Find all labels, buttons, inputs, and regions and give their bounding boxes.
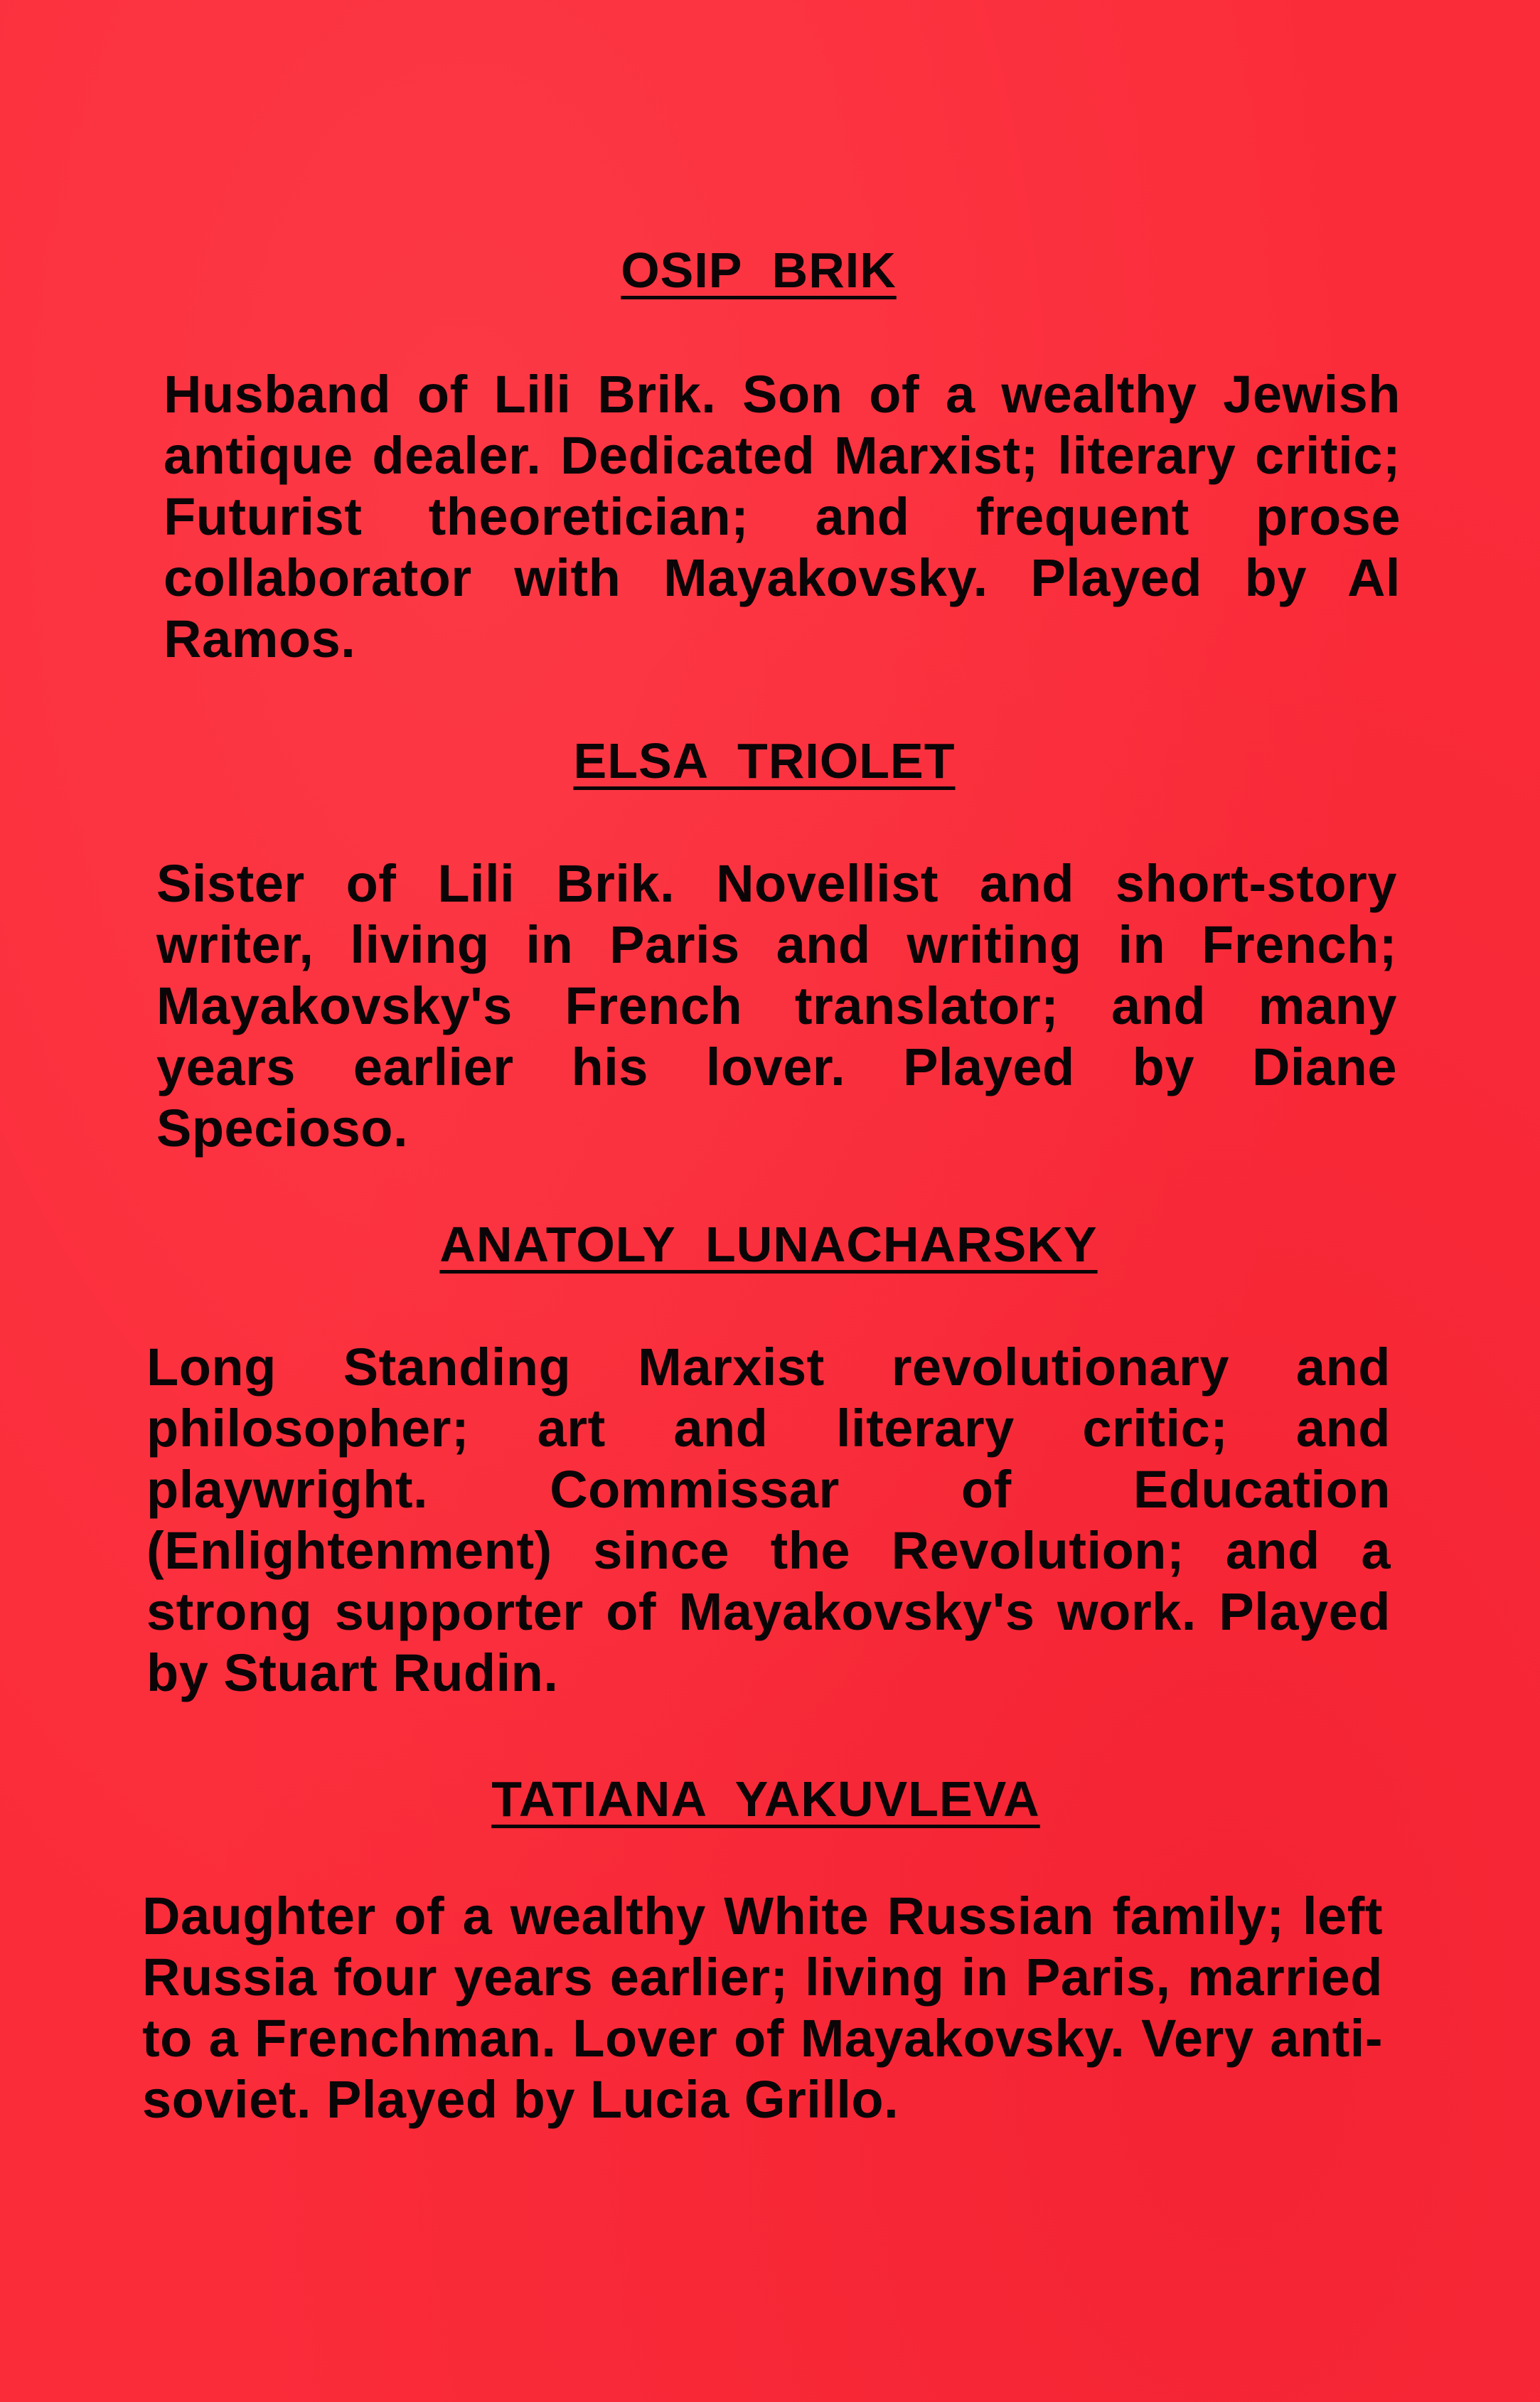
character-name-text: OSIP BRIK [621, 242, 897, 298]
character-name-text: ELSA TRIOLET [573, 733, 956, 789]
character-name [0, 1771, 1536, 1827]
character-description: Long Standing Marxist revolutionary and philosopher; art and literary critic; and playwright. Commissar of Education (Enlightenment) since the Revolution; and a strong supporter of Mayakovsky's work. Played by Stuart Rudin. [146, 1338, 1391, 1702]
character-description: Daughter of a wealthy White Russian family; left Russia four years earlier; living in Paris, married to a Frenchman. Lover of Mayakovsky. Very anti-soviet. Played by Lucia Grillo. [142, 1886, 1383, 2129]
character-name [0, 242, 1529, 299]
character-name-text: ANATOLY LUNACHARSKY [439, 1217, 1098, 1272]
character-name [0, 732, 1534, 789]
character-description: Husband of Lili Brik. Son of a wealthy Jewish antique dealer. Dedicated Marxist; literary critic; Futurist theoretician; and frequent prose collaborator with Mayakovsky. Played by Al Ramos. [164, 365, 1401, 668]
character-name [0, 1216, 1539, 1273]
character-description: Sister of Lili Brik. Novellist and short-story writer, living in Paris and writing in French; Mayakovsky's French translator; and many years earlier his lover. Played by Diane Specioso. [156, 854, 1397, 1158]
character-name-text: TATIANA YAKUVLEVA [491, 1771, 1040, 1827]
